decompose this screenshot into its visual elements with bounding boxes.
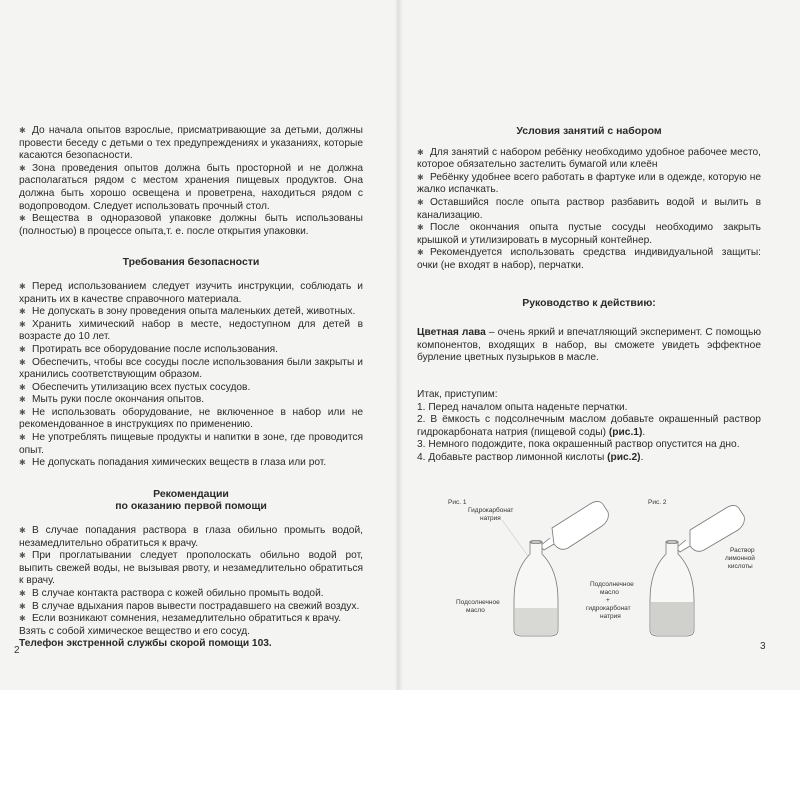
page-number-left: 2 — [14, 645, 20, 656]
fig1-target-bottle — [514, 540, 558, 636]
fig2-pouring-bottle — [676, 505, 744, 552]
intro-bullet: ✱ Зона проведения опытов должна быть просторной и не должна располагаться рядом с местом хранения пищевых продуктов. Она должна быть хорошо освещена и проветрена, находиться рядом с водопроводом. Следует использовать прочный стол. — [19, 162, 363, 212]
step-item: 3. Немного подождите, пока окрашенный раствор опустится на дно. — [417, 439, 740, 451]
firstaid-heading-line2: по оказанию первой помощи — [115, 500, 267, 513]
lava-text: – очень яркий и впечатляющий эксперимент. С помощью компонентов, входящих в набор, вы сможете увидеть эффектное бурление цветных пузырьков в масле. — [417, 327, 761, 364]
right-page-text — [417, 125, 761, 464]
firstaid-note: Взять с собой химическое вещество и его сосуд. — [19, 625, 251, 637]
bullet-icon: ✱ — [19, 382, 26, 392]
bullet-icon: ✱ — [19, 526, 26, 536]
figure-ref: (рис.1) — [608, 426, 643, 438]
bullet-icon: ✱ — [19, 407, 26, 417]
firstaid-heading-line1: Рекомендации — [153, 487, 229, 500]
lava-title: Цветная лава — [417, 327, 486, 339]
fig2-target-bottle — [650, 540, 694, 636]
emergency-phone-line: Телефон экстренной службы скорой помощи 103. — [19, 638, 272, 650]
fig2-mix-label-5: натрия — [600, 613, 621, 620]
experiment-illustration — [440, 490, 770, 640]
bullet-icon: ✱ — [417, 172, 424, 182]
conditions-bullet: ✱ Оставшийся после опыта раствор разбавить водой и вылить в канализацию. — [417, 196, 761, 221]
fig2-label: Рис. 2 — [648, 499, 667, 506]
bullet-icon: ✱ — [19, 344, 26, 354]
bullet-icon: ✱ — [19, 601, 26, 611]
lava-intro — [417, 327, 761, 365]
safety-bullet: ✱ Не использовать оборудование, не включенное в набор или не рекомендованное в инструкциях по применению. — [19, 406, 363, 431]
safety-bullet: ✱ Обеспечить, чтобы все сосуды после использования были закрыты и хранились соответствующим образом. — [19, 356, 363, 381]
safety-bullet: ✱ Обеспечить утилизацию всех пустых сосудов. — [19, 381, 251, 393]
fig1-bicarbonate-label-1: Гидрокарбонат — [468, 507, 514, 514]
fig2-acid-label-2: лимонной — [725, 555, 755, 562]
guide-heading: Руководство к действию: — [522, 296, 656, 309]
safety-heading: Требования безопасности — [122, 256, 260, 269]
safety-bullet: ✱ Не употреблять пищевые продукты и напитки в зоне, где проводится опыт. — [19, 432, 363, 456]
left-page-text — [19, 125, 363, 651]
bullet-icon: ✱ — [19, 163, 26, 173]
fig1-oil-label-2: масло — [466, 607, 485, 614]
bullet-icon: ✱ — [19, 551, 26, 561]
safety-bullet: ✱ Не допускать попадания химических веществ в глаза или рот. — [19, 457, 327, 469]
safety-bullet: ✱ Перед использованием следует изучить инструкции, соблюдать и хранить их в качестве справочного материала. — [19, 280, 363, 305]
fig2-mix-label-1: Подсолнечное — [590, 581, 634, 588]
safety-bullet: ✱ Мыть руки после окончания опытов. — [19, 394, 205, 406]
firstaid-bullet: ✱ В случае попадания раствора в глаза обильно промыть водой, незамедлительно обратиться к врачу. — [19, 525, 363, 549]
page-number-right: 3 — [760, 641, 766, 652]
bullet-icon: ✱ — [19, 126, 26, 135]
firstaid-bullet: ✱ Если возникают сомнения, незамедлительно обратиться к врачу. — [19, 613, 342, 625]
conditions-bullet: ✱ Для занятий с набором ребёнку необходимо удобное рабочее место, которое обязательно застелить бумагой или клеён — [417, 146, 761, 171]
intro-bullet: ✱ Вещества в одноразовой упаковке должны быть использованы (полностью) в процессе опыта,т. е. после открытия упаковки. — [19, 213, 363, 237]
step-item: 2. В ёмкость с подсолнечным маслом добавьте окрашенный раствор гидрокарбоната натрия (пищевой соды) (рис.1). — [417, 414, 761, 438]
bullet-icon: ✱ — [417, 248, 424, 258]
bullet-icon: ✱ — [19, 281, 26, 291]
figure-ref: (рис.2) — [607, 451, 641, 463]
bullet-icon: ✱ — [19, 395, 26, 405]
firstaid-bullet: ✱ В случае контакта раствора с кожей обильно промыть водой. — [19, 588, 324, 599]
fig2-acid-label-1: Раствор — [730, 547, 755, 554]
step-item: 1. Перед началом опыта наденьте перчатки. — [417, 401, 628, 413]
conditions-heading: Условия занятий с набором — [516, 125, 662, 137]
bullet-icon: ✱ — [19, 319, 26, 329]
fig2-mix-label-2: масло — [600, 589, 619, 596]
safety-bullet: ✱ Хранить химический набор в месте, недоступном для детей в возрасте до 10 лет. — [19, 318, 363, 343]
bullet-icon: ✱ — [19, 458, 26, 468]
page-fold — [395, 0, 403, 690]
fig2-mix-label-4: гидрокарбонат — [586, 605, 631, 612]
bullet-icon: ✱ — [19, 214, 26, 224]
firstaid-bullet: ✱ В случае вдыхания паров вывести пострадавшего на свежий воздух. — [19, 600, 360, 612]
conditions-bullet: ✱ После окончания опыта пустые сосуды необходимо закрыть крышкой и утилизировать в мусорный контейнер. — [417, 222, 761, 246]
fig1-pouring-bottle — [540, 501, 608, 550]
fig2-acid-label-3: кислоты — [728, 563, 753, 570]
safety-bullet: ✱ Не допускать в зону проведения опыта маленьких детей, животных. — [19, 306, 356, 318]
bullet-icon: ✱ — [417, 197, 424, 207]
bullet-icon: ✱ — [19, 433, 26, 443]
bullet-icon: ✱ — [19, 307, 26, 317]
bullet-icon: ✱ — [19, 614, 26, 624]
step-item: 4. Добавьте раствор лимонной кислоты (рис.2). — [417, 451, 644, 463]
firstaid-bullet: ✱ При проглатывании следует прополоскать обильно водой рот, выпить свежей воды, не вызывая рвоту, и незамедлительно обратиться к врачу. — [19, 550, 363, 587]
bullet-icon: ✱ — [19, 357, 26, 367]
start-line: Итак, приступим: — [417, 388, 498, 400]
safety-bullet: ✱ Протирать все оборудование после использования. — [19, 343, 279, 355]
fig1-bicarbonate-label-2: натрия — [480, 515, 501, 522]
conditions-bullet: ✱ Ребёнку удобнее всего работать в фартуке или в одежде, которую не жалко испачкать. — [417, 171, 761, 196]
bullet-icon: ✱ — [19, 589, 26, 598]
bullet-icon: ✱ — [417, 147, 424, 157]
fig1-oil-label-1: Подсолнечное — [456, 599, 500, 606]
fig1-label: Рис. 1 — [448, 499, 467, 506]
fig2-mix-label-3: + — [606, 597, 610, 604]
intro-bullet: ✱ До начала опытов взрослые, присматривающие за детьми, должны провести беседу с детьми о тех предупреждениях и указаниях, которые касаются безопасности. — [19, 125, 363, 162]
conditions-bullet: ✱ Рекомендуется использовать средства индивидуальной защиты: очки (не входят в набор), перчатки. — [417, 247, 761, 271]
bullet-icon: ✱ — [417, 223, 424, 233]
